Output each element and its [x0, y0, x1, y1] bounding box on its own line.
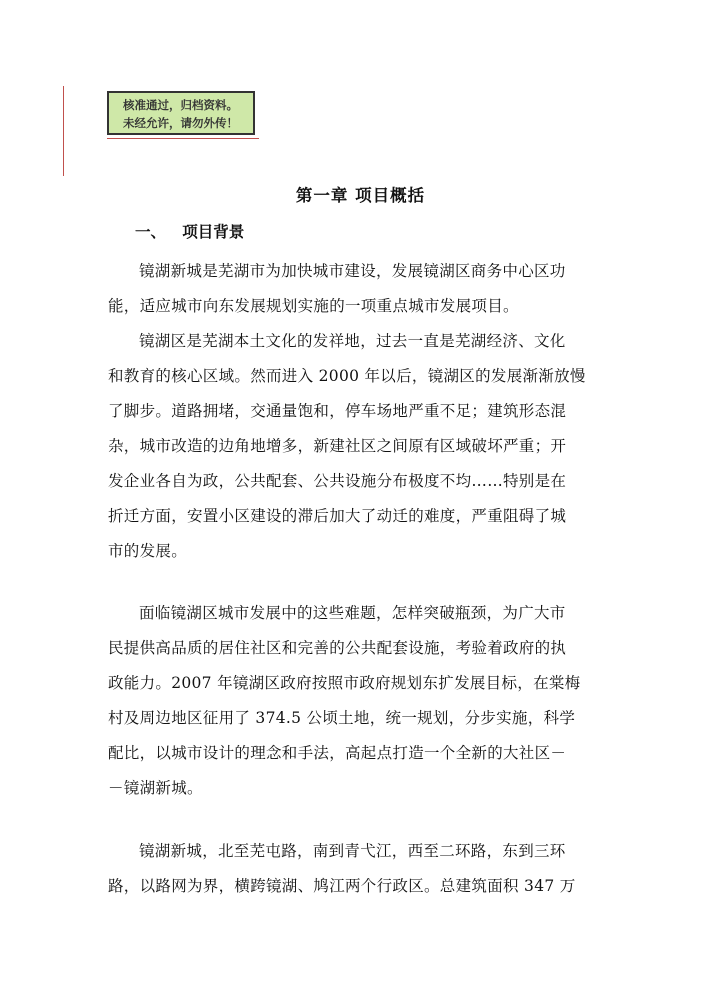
stamp-underline	[107, 138, 259, 139]
chapter-title: 第一章 项目概括	[295, 186, 426, 205]
paragraph-line: 配比，以城市设计的理念和手法，高起点打造一个全新的大社区－	[108, 744, 567, 762]
paragraph-line: 镜湖区是芜湖本土文化的发祥地，过去一直是芜湖经济、文化	[139, 332, 566, 350]
paragraph-line: 杂，城市改造的边角地增多，新建社区之间原有区域破坏严重；开	[108, 437, 567, 455]
stamp-line-2: 未经允许，请勿外传！	[123, 116, 238, 130]
paragraph-1	[108, 254, 593, 324]
paragraph-3	[108, 596, 593, 806]
paragraph-line: 能，适应城市向东发展规划实施的一项重点城市发展项目。	[108, 297, 519, 315]
stamp-line-1: 核准通过，归档资料。	[123, 98, 238, 112]
paragraph-line: －镜湖新城。	[108, 779, 203, 797]
paragraph-line: 折迁方面，安置小区建设的滞后加大了动迁的难度，严重阻碍了城	[108, 507, 567, 525]
paragraph-line: 村及周边地区征用了 374.5 公顷土地，统一规划，分步实施，科学	[108, 709, 576, 727]
paragraph-line: 镜湖新城是芜湖市为加快城市建设，发展镜湖区商务中心区功	[139, 262, 566, 280]
approval-stamp	[107, 91, 255, 135]
margin-line	[63, 86, 64, 176]
paragraph-line: 和教育的核心区域。然而进入 2000 年以后，镜湖区的发展渐渐放慢	[108, 367, 586, 385]
paragraph-line: 面临镜湖区城市发展中的这些难题，怎样突破瓶颈，为广大市	[139, 604, 566, 622]
paragraph-line: 镜湖新城，北至芜屯路，南到青弋江，西至二环路，东到三环	[139, 842, 566, 860]
paragraph-line: 市的发展。	[108, 542, 188, 560]
paragraph-line: 路，以路网为界，横跨镜湖、鸠江两个行政区。总建筑面积 347 万	[108, 877, 576, 895]
section-heading: 一、 项目背景	[135, 222, 245, 241]
paragraph-line: 了脚步。道路拥堵，交通量饱和，停车场地严重不足；建筑形态混	[108, 402, 567, 420]
paragraph-line: 发企业各自为政，公共配套、公共设施分布极度不均……特别是在	[108, 472, 567, 490]
paragraph-2	[108, 324, 593, 569]
paragraph-line: 政能力。2007 年镜湖区政府按照市政府规划东扩发展目标，在棠梅	[108, 674, 581, 692]
paragraph-line: 民提供高品质的居住社区和完善的公共配套设施，考验着政府的执	[108, 639, 567, 657]
paragraph-4	[108, 834, 593, 904]
